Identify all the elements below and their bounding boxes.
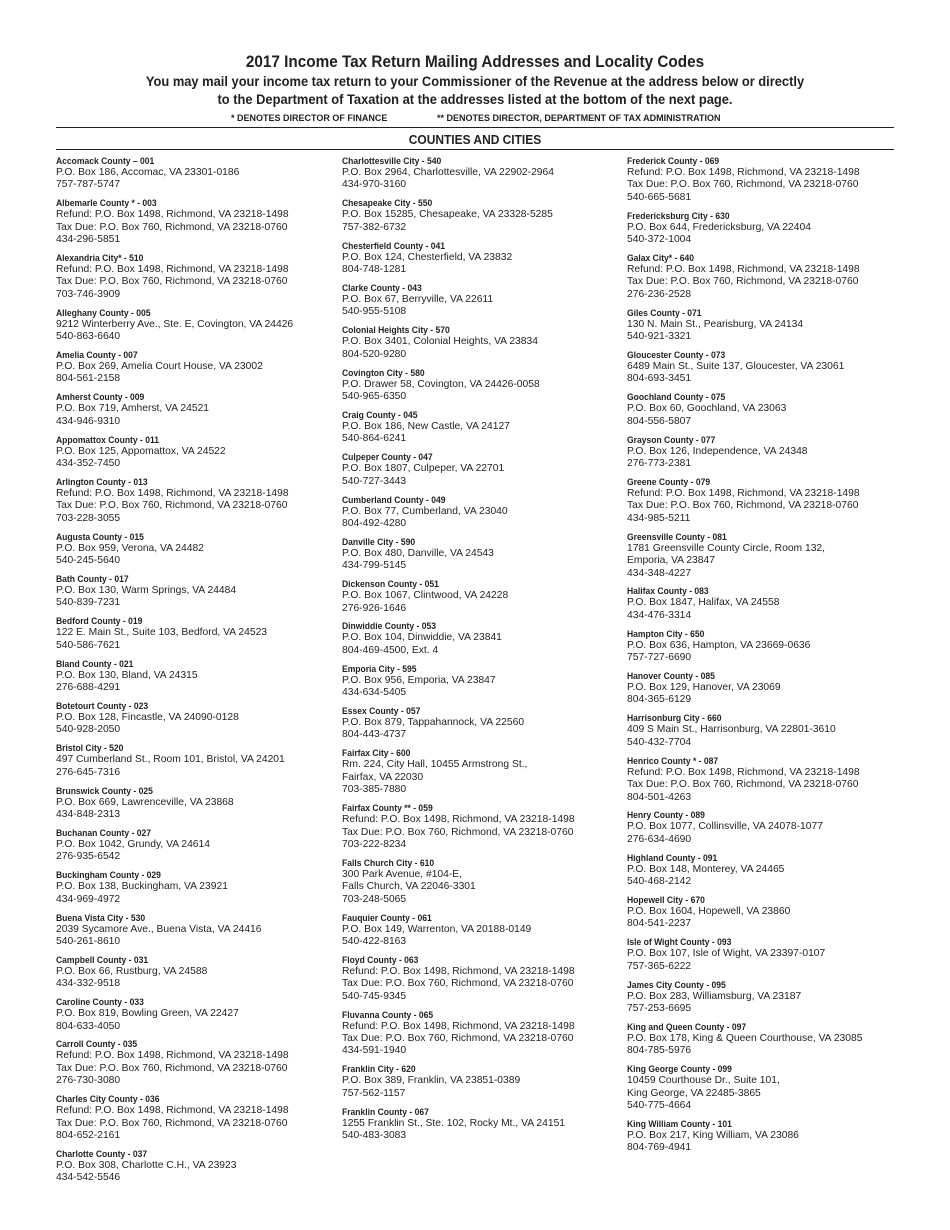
- locality-phone: 804-693-3451: [627, 373, 692, 385]
- locality-address-line: Tax Due: P.O. Box 760, Richmond, VA 23218-0760: [627, 276, 859, 288]
- locality-address-line: P.O. Box 178, King & Queen Courthouse, VA 23085: [627, 1032, 863, 1044]
- locality-address-line: P.O. Box 130, Bland, VA 24315: [56, 669, 198, 681]
- locality-address-line: P.O. Box 217, King William, VA 23086: [627, 1130, 799, 1141]
- locality-name: Bristol City - 520: [56, 743, 124, 754]
- locality-phone: 540-745-9345: [342, 990, 407, 1002]
- locality-entry: [342, 1106, 622, 1143]
- locality-phone: 434-352-7450: [56, 458, 121, 470]
- locality-address-line: P.O. Box 1604, Hopewell, VA 23860: [627, 906, 791, 918]
- locality-entry: [627, 628, 907, 665]
- locality-name: Cumberland County - 049: [342, 494, 446, 505]
- locality-name: King William County - 101: [627, 1119, 732, 1129]
- locality-address-line: Rm. 224, City Hall, 10455 Armstrong St.,: [342, 759, 528, 771]
- locality-entry: [342, 1009, 622, 1058]
- locality-address-line: P.O. Box 2964, Charlottesville, VA 22902-2964: [342, 167, 554, 178]
- locality-phone: 804-443-4737: [342, 729, 407, 741]
- locality-address-line: P.O. Box 959, Verona, VA 24482: [56, 542, 204, 554]
- locality-phone: 540-422-8163: [342, 935, 407, 947]
- locality-entry: [627, 476, 907, 525]
- locality-entry: [56, 1038, 336, 1087]
- locality-phone: 540-261-8610: [56, 935, 121, 947]
- locality-address-line: P.O. Box 669, Lawrenceville, VA 23868: [56, 796, 234, 808]
- locality-phone: 804-748-1281: [342, 264, 407, 276]
- locality-entry: [342, 155, 622, 192]
- locality-phone: 804-633-4050: [56, 1020, 121, 1032]
- locality-name: Giles County - 071: [627, 307, 702, 318]
- locality-name: Craig County - 045: [342, 409, 418, 420]
- page-title: 2017 Income Tax Return Mailing Addresses and Locality Codes: [245, 52, 705, 71]
- locality-address-line: P.O. Box 1807, Culpeper, VA 22701: [342, 463, 505, 475]
- locality-address-line: Refund: P.O. Box 1498, Richmond, VA 23218-1498: [627, 167, 860, 178]
- locality-entry: [342, 367, 622, 404]
- locality-phone: 434-542-5546: [56, 1172, 121, 1184]
- locality-address-line: P.O. Box 389, Franklin, VA 23851-0389: [342, 1075, 521, 1087]
- locality-address-line: 6489 Main St., Suite 137, Gloucester, VA 23061: [627, 361, 845, 373]
- locality-address-line: Refund: P.O. Box 1498, Richmond, VA 23218-1498: [56, 264, 289, 276]
- locality-entry: [56, 155, 336, 192]
- locality-entry: [342, 282, 622, 319]
- locality-address-line: Tax Due: P.O. Box 760, Richmond, VA 23218-0760: [56, 1117, 288, 1129]
- locality-address-line: P.O. Box 104, Dinwiddie, VA 23841: [342, 632, 502, 644]
- locality-entry: [56, 785, 336, 822]
- locality-name: Charlottesville City - 540: [342, 156, 442, 166]
- locality-phone: 434-969-4972: [56, 893, 121, 905]
- locality-phone: 540-863-6640: [56, 331, 121, 343]
- locality-name: Hampton City - 650: [627, 628, 705, 639]
- locality-phone: 757-365-6222: [627, 960, 692, 972]
- locality-address-line: P.O. Box 107, Isle of Wight, VA 23397-0107: [627, 948, 826, 960]
- locality-phone: 434-985-5211: [627, 512, 691, 524]
- locality-name: Chesterfield County - 041: [342, 240, 446, 251]
- locality-address-line: Tax Due: P.O. Box 760, Richmond, VA 23218-0760: [56, 500, 288, 512]
- locality-address-line: P.O. Box 3401, Colonial Heights, VA 23834: [342, 336, 538, 348]
- locality-address-line: Tax Due: P.O. Box 760, Richmond, VA 23218-0760: [56, 276, 288, 288]
- locality-phone: 540-245-5640: [56, 555, 121, 567]
- locality-entry: [342, 620, 622, 657]
- locality-phone: 804-652-2161: [56, 1130, 121, 1141]
- locality-entry: [627, 585, 907, 622]
- locality-name: Culpeper County - 047: [342, 452, 433, 463]
- locality-name: Dinwiddie County - 053: [342, 621, 437, 632]
- locality-name: Danville City - 590: [342, 536, 416, 547]
- locality-phone: 540-586-7621: [56, 639, 121, 651]
- locality-phone: 276-935-6542: [56, 851, 121, 863]
- locality-entry: [342, 451, 622, 488]
- locality-phone: 540-921-3321: [627, 331, 692, 343]
- locality-address-line: P.O. Box 148, Monterey, VA 24465: [627, 863, 785, 875]
- locality-phone: 804-501-4263: [627, 791, 692, 803]
- locality-phone: 540-864-6241: [342, 433, 407, 445]
- locality-name: Hanover County - 085: [627, 671, 715, 682]
- locality-name: Caroline County - 033: [56, 997, 144, 1008]
- locality-address-line: P.O. Drawer 58, Covington, VA 24426-0058: [342, 378, 540, 390]
- locality-address-line: Refund: P.O. Box 1498, Richmond, VA 23218-1498: [342, 1020, 575, 1032]
- locality-name: James City County - 095: [627, 979, 726, 990]
- locality-entry: [56, 615, 336, 652]
- locality-entry: [627, 979, 907, 1016]
- locality-address-line: P.O. Box 149, Warrenton, VA 20188-0149: [342, 923, 532, 935]
- locality-address-line: 1781 Greensville County Circle, Room 132,: [627, 542, 826, 554]
- locality-name: Carroll County - 035: [56, 1039, 138, 1050]
- locality-phone: 540-665-5681: [627, 191, 692, 203]
- locality-phone: 757-787-5747: [56, 179, 121, 191]
- locality-address-line: Refund: P.O. Box 1498, Richmond, VA 23218-1498: [56, 1105, 289, 1117]
- locality-phone: 804-365-6129: [627, 694, 692, 706]
- locality-name: Hopewell City - 670: [627, 895, 705, 906]
- locality-name: King and Queen County - 097: [627, 1021, 747, 1032]
- locality-phone: 434-946-9310: [56, 415, 121, 427]
- locality-address-line: P.O. Box 879, Tappahannock, VA 22560: [342, 717, 525, 729]
- locality-address-line: Tax Due: P.O. Box 760, Richmond, VA 23218-0760: [627, 179, 859, 191]
- locality-address-line: P.O. Box 1067, Clintwood, VA 24228: [342, 590, 509, 602]
- locality-name: Clarke County - 043: [342, 282, 422, 293]
- locality-entry: [342, 802, 622, 851]
- locality-phone: 703-248-5065: [342, 893, 407, 905]
- locality-address-line: 1255 Franklin St., Ste. 102, Rocky Mt., VA 24151: [342, 1117, 566, 1129]
- locality-name: Buckingham County - 029: [56, 870, 161, 881]
- locality-entry: [627, 349, 907, 386]
- locality-name: Frederick County - 069: [627, 156, 720, 166]
- locality-phone: 804-769-4941: [627, 1142, 692, 1154]
- locality-entry: [56, 954, 336, 991]
- locality-address-line: P.O. Box 956, Emporia, VA 23847: [342, 674, 496, 686]
- top-divider: [56, 127, 894, 128]
- page-subtitle: [0, 72, 950, 108]
- locality-entry: [56, 349, 336, 386]
- locality-entry: [56, 996, 336, 1033]
- locality-entry: [56, 1093, 336, 1142]
- locality-name: Buena Vista City - 530: [56, 912, 146, 923]
- locality-entry: [56, 700, 336, 737]
- locality-address-line: Tax Due: P.O. Box 760, Richmond, VA 23218-0760: [342, 978, 574, 990]
- locality-name: Alexandria City* - 510: [56, 253, 144, 264]
- locality-phone: 804-492-4280: [342, 517, 407, 529]
- locality-address-line: 9212 Winterberry Ave., Ste. E, Covington, VA 24426: [56, 318, 294, 330]
- locality-name: Harrisonburg City - 660: [627, 713, 722, 724]
- locality-address-line: 300 Park Avenue, #104-E,: [342, 868, 463, 880]
- locality-name: Highland County - 091: [627, 852, 718, 863]
- denotes-director-tax-administration: ** DENOTES DIRECTOR, DEPARTMENT OF TAX ADMINISTRATION: [437, 113, 721, 123]
- locality-address-line: Tax Due: P.O. Box 760, Richmond, VA 23218-0760: [342, 826, 574, 838]
- locality-phone: 276-730-3080: [56, 1075, 121, 1087]
- locality-name: Greene County - 079: [627, 477, 711, 487]
- locality-address-line: P.O. Box 129, Hanover, VA 23069: [627, 682, 781, 694]
- locality-address-line: Tax Due: P.O. Box 760, Richmond, VA 23218-0760: [56, 1062, 288, 1074]
- denotes-director-of-finance: * DENOTES DIRECTOR OF FINANCE: [231, 113, 388, 123]
- locality-phone: 540-372-1004: [627, 234, 692, 246]
- locality-phone: 757-562-1157: [342, 1087, 406, 1099]
- locality-name: Floyd County - 063: [342, 954, 419, 965]
- subtitle-line-2: to the Department of Taxation at the addresses listed at the bottom of the next page.: [217, 91, 733, 107]
- locality-address-line: King George, VA 22485-3865: [627, 1087, 761, 1099]
- locality-name: Appomattox County - 011: [56, 434, 160, 445]
- locality-phone: 276-773-2381: [627, 458, 692, 470]
- locality-address-line: P.O. Box 67, Berryville, VA 22611: [342, 293, 494, 305]
- locality-entry: [627, 155, 907, 204]
- locality-phone: 540-965-6350: [342, 390, 407, 402]
- locality-name: Charlotte County - 037: [56, 1148, 148, 1159]
- locality-address-line: P.O. Box 186, Accomac, VA 23301-0186: [56, 167, 240, 178]
- locality-phone: 804-541-2237: [627, 918, 692, 930]
- locality-phone: 703-746-3909: [56, 288, 121, 300]
- locality-address-line: P.O. Box 480, Danville, VA 24543: [342, 547, 494, 559]
- locality-phone: 276-645-7316: [56, 766, 121, 778]
- locality-phone: 703-228-3055: [56, 512, 121, 524]
- locality-address-line: P.O. Box 269, Amelia Court House, VA 23002: [56, 361, 263, 373]
- locality-name: Henry County - 089: [627, 810, 705, 821]
- locality-name: Grayson County - 077: [627, 434, 716, 445]
- locality-phone: 540-727-3443: [342, 475, 407, 487]
- locality-entry: [342, 747, 622, 796]
- locality-name: Essex County - 057: [342, 706, 421, 717]
- locality-phone: 276-688-4291: [56, 682, 121, 694]
- section-title: COUNTIES AND CITIES: [408, 132, 542, 147]
- locality-name: Amelia County - 007: [56, 350, 138, 361]
- locality-name: King George County - 099: [627, 1064, 732, 1075]
- locality-entry: [627, 755, 907, 804]
- locality-entry: [627, 252, 907, 301]
- locality-entry: [627, 712, 907, 749]
- locality-address-line: Refund: P.O. Box 1498, Richmond, VA 23218-1498: [56, 209, 289, 221]
- locality-phone: 757-727-6690: [627, 652, 692, 664]
- locality-entry: [342, 240, 622, 277]
- locality-address-line: P.O. Box 138, Buckingham, VA 23921: [56, 881, 228, 893]
- locality-entry: [627, 670, 907, 707]
- locality-phone: 434-848-2313: [56, 809, 121, 820]
- locality-address-line: 2039 Sycamore Ave., Buena Vista, VA 24416: [56, 923, 262, 935]
- locality-phone: 276-926-1646: [342, 602, 407, 614]
- locality-name: Buchanan County - 027: [56, 827, 151, 838]
- locality-name: Campbell County - 031: [56, 954, 149, 965]
- locality-phone: 804-469-4500, Ext. 4: [342, 644, 439, 656]
- locality-phone: 540-955-5108: [342, 306, 407, 318]
- locality-name: Charles City County - 036: [56, 1094, 160, 1105]
- locality-phone: 434-799-5145: [342, 560, 407, 572]
- locality-entry: [627, 852, 907, 889]
- locality-entry: [627, 307, 907, 344]
- locality-phone: 276-634-4690: [627, 833, 692, 845]
- locality-address-line: Refund: P.O. Box 1498, Richmond, VA 23218-1498: [627, 766, 860, 778]
- locality-entry: [342, 912, 622, 949]
- locality-name: Fredericksburg City - 630: [627, 210, 730, 221]
- locality-phone: 703-385-7880: [342, 784, 407, 796]
- locality-phone: 804-556-5807: [627, 415, 692, 427]
- locality-phone: 540-483-3083: [342, 1130, 407, 1141]
- locality-phone: 276-236-2528: [627, 288, 692, 300]
- locality-entry: [56, 434, 336, 471]
- locality-phone: 540-928-2050: [56, 724, 121, 736]
- locality-entry: [627, 434, 907, 471]
- locality-address-line: Refund: P.O. Box 1498, Richmond, VA 23218-1498: [56, 488, 289, 499]
- locality-name: Falls Church City - 610: [342, 857, 435, 868]
- locality-name: Goochland County - 075: [627, 392, 726, 403]
- locality-entry: [56, 742, 336, 779]
- locality-name: Fauquier County - 061: [342, 912, 432, 923]
- locality-phone: 434-348-4227: [627, 567, 692, 579]
- locality-name: Colonial Heights City - 570: [342, 325, 450, 336]
- locality-entry: [627, 1021, 907, 1058]
- locality-phone: 804-520-9280: [342, 348, 407, 360]
- locality-name: Galax City* - 640: [627, 253, 694, 264]
- locality-entry: [56, 252, 336, 301]
- locality-entry: [56, 827, 336, 864]
- locality-name: Dickenson County - 051: [342, 579, 439, 590]
- locality-name: Franklin County - 067: [342, 1106, 429, 1117]
- locality-address-line: P.O. Box 1077, Collinsville, VA 24078-1077: [627, 821, 823, 833]
- locality-phone: 540-839-7231: [56, 597, 121, 609]
- locality-address-line: P.O. Box 1042, Grundy, VA 24614: [56, 838, 210, 850]
- locality-address-line: Tax Due: P.O. Box 760, Richmond, VA 23218-0760: [627, 779, 859, 791]
- locality-name: Isle of Wight County - 093: [627, 937, 732, 948]
- locality-entry: [627, 531, 907, 580]
- locality-entry: [342, 536, 622, 573]
- locality-entry: [627, 391, 907, 428]
- locality-column-2: [342, 155, 622, 1148]
- locality-name: Fairfax City - 600: [342, 748, 411, 759]
- locality-name: Augusta County - 015: [56, 531, 144, 542]
- locality-address-line: Fairfax, VA 22030: [342, 771, 424, 783]
- locality-entry: [342, 578, 622, 615]
- locality-address-line: P.O. Box 186, New Castle, VA 24127: [342, 420, 510, 432]
- locality-address-line: Refund: P.O. Box 1498, Richmond, VA 23218-1498: [56, 1050, 289, 1062]
- locality-phone: 434-476-3314: [627, 609, 692, 621]
- locality-address-line: P.O. Box 130, Warm Springs, VA 24484: [56, 585, 237, 597]
- locality-phone: 434-591-1940: [342, 1045, 407, 1057]
- locality-entry: [627, 936, 907, 973]
- locality-address-line: P.O. Box 1847, Halifax, VA 24558: [627, 597, 780, 609]
- locality-address-line: P.O. Box 77, Cumberland, VA 23040: [342, 505, 508, 517]
- locality-address-line: Refund: P.O. Box 1498, Richmond, VA 23218-1498: [342, 965, 575, 977]
- locality-entry: [627, 1063, 907, 1112]
- locality-entry: [56, 912, 336, 949]
- locality-address-line: Refund: P.O. Box 1498, Richmond, VA 23218-1498: [627, 264, 860, 276]
- locality-phone: 540-468-2142: [627, 876, 692, 888]
- locality-entry: [56, 197, 336, 246]
- locality-address-line: P.O. Box 126, Independence, VA 24348: [627, 445, 808, 457]
- locality-address-line: P.O. Box 283, Williamsburg, VA 23187: [627, 990, 802, 1002]
- locality-name: Bland County - 021: [56, 658, 134, 669]
- locality-name: Bedford County - 019: [56, 616, 143, 627]
- locality-entry: [342, 954, 622, 1003]
- locality-phone: 757-253-6695: [627, 1003, 692, 1015]
- locality-address-line: P.O. Box 15285, Chesapeake, VA 23328-5285: [342, 209, 553, 221]
- locality-name: Albemarle County * - 003: [56, 198, 157, 209]
- section-heading: [0, 132, 950, 147]
- subtitle-line-1: You may mail your income tax return to your Commissioner of the Revenue at the address below or directly: [145, 73, 805, 89]
- locality-name: Accomack County – 001: [56, 156, 155, 166]
- locality-entry: [342, 197, 622, 234]
- locality-entry: [627, 1118, 907, 1155]
- locality-entry: [56, 573, 336, 610]
- locality-address-line: P.O. Box 644, Fredericksburg, VA 22404: [627, 221, 811, 233]
- locality-name: Greensville County - 081: [627, 531, 727, 542]
- locality-address-line: 497 Cumberland St., Room 101, Bristol, VA 24201: [56, 754, 285, 766]
- locality-entry: [342, 324, 622, 361]
- locality-column-1: [56, 155, 336, 1190]
- locality-phone: 804-561-2158: [56, 373, 121, 385]
- locality-phone: 434-970-3160: [342, 179, 407, 191]
- locality-entry: [627, 894, 907, 931]
- locality-entry: [56, 307, 336, 344]
- locality-phone: 540-432-7704: [627, 736, 692, 748]
- locality-name: Emporia City - 595: [342, 663, 417, 674]
- locality-address-line: 130 N. Main St., Pearisburg, VA 24134: [627, 318, 804, 330]
- locality-entry: [342, 705, 622, 742]
- locality-entry: [342, 663, 622, 700]
- locality-entry: [342, 1063, 622, 1100]
- locality-address-line: 10459 Courthouse Dr., Suite 101,: [627, 1075, 780, 1087]
- locality-entry: [56, 658, 336, 695]
- locality-address-line: 409 S Main St., Harrisonburg, VA 22801-3610: [627, 724, 836, 736]
- locality-name: Chesapeake City - 550: [342, 198, 433, 209]
- locality-address-line: Tax Due: P.O. Box 760, Richmond, VA 23218-0760: [342, 1032, 574, 1044]
- locality-phone: 703-222-8234: [342, 838, 407, 850]
- locality-name: Botetourt County - 023: [56, 700, 149, 711]
- locality-name: Amherst County - 009: [56, 392, 145, 403]
- locality-name: Fluvanna County - 065: [342, 1009, 434, 1020]
- locality-name: Brunswick County - 025: [56, 785, 153, 796]
- locality-address-line: P.O. Box 719, Amherst, VA 24521: [56, 403, 210, 415]
- locality-name: Fairfax County ** - 059: [342, 803, 433, 814]
- locality-address-line: Refund: P.O. Box 1498, Richmond, VA 23218-1498: [342, 814, 575, 826]
- locality-column-3: [627, 155, 907, 1160]
- locality-name: Halifax County - 083: [627, 586, 709, 597]
- locality-address-line: P.O. Box 819, Bowling Green, VA 22427: [56, 1008, 239, 1020]
- locality-address-line: P.O. Box 66, Rustburg, VA 24588: [56, 965, 208, 977]
- locality-name: Covington City - 580: [342, 367, 425, 378]
- locality-phone: 804-785-5976: [627, 1045, 692, 1057]
- locality-address-line: P.O. Box 308, Charlotte C.H., VA 23923: [56, 1159, 237, 1171]
- section-divider: [56, 149, 894, 150]
- locality-entry: [56, 1148, 336, 1185]
- locality-entry: [627, 210, 907, 247]
- locality-address-line: Falls Church, VA 22046-3301: [342, 881, 476, 893]
- locality-entry: [56, 531, 336, 568]
- locality-name: Gloucester County - 073: [627, 350, 726, 361]
- locality-name: Arlington County - 013: [56, 477, 148, 487]
- locality-entry: [56, 391, 336, 428]
- locality-entry: [56, 476, 336, 525]
- locality-name: Alleghany County - 005: [56, 307, 151, 318]
- locality-address-line: P.O. Box 124, Chesterfield, VA 23832: [342, 251, 513, 263]
- locality-name: Franklin City - 620: [342, 1064, 416, 1075]
- locality-name: Bath County - 017: [56, 574, 129, 585]
- locality-address-line: P.O. Box 125, Appomattox, VA 24522: [56, 445, 226, 457]
- locality-address-line: P.O. Box 128, Fincastle, VA 24090-0128: [56, 711, 239, 723]
- locality-address-line: Emporia, VA 23847: [627, 555, 715, 567]
- locality-entry: [342, 494, 622, 531]
- locality-address-line: Refund: P.O. Box 1498, Richmond, VA 23218-1498: [627, 488, 860, 499]
- locality-phone: 434-296-5851: [56, 234, 121, 246]
- locality-entry: [342, 857, 622, 906]
- locality-address-line: Tax Due: P.O. Box 760, Richmond, VA 23218-0760: [627, 500, 859, 512]
- locality-phone: 540-775-4664: [627, 1100, 692, 1112]
- locality-phone: 434-634-5405: [342, 687, 407, 699]
- locality-phone: 434-332-9518: [56, 978, 121, 990]
- locality-address-line: Tax Due: P.O. Box 760, Richmond, VA 23218-0760: [56, 221, 288, 233]
- locality-phone: 757-382-6732: [342, 221, 407, 233]
- locality-address-line: P.O. Box 60, Goochland, VA 23063: [627, 403, 787, 415]
- locality-address-line: P.O. Box 636, Hampton, VA 23669-0636: [627, 639, 811, 651]
- locality-name: Henrico County * - 087: [627, 755, 719, 766]
- locality-address-line: 122 E. Main St., Suite 103, Bedford, VA 24523: [56, 627, 268, 639]
- locality-entry: [56, 869, 336, 906]
- locality-entry: [342, 409, 622, 446]
- locality-entry: [627, 809, 907, 846]
